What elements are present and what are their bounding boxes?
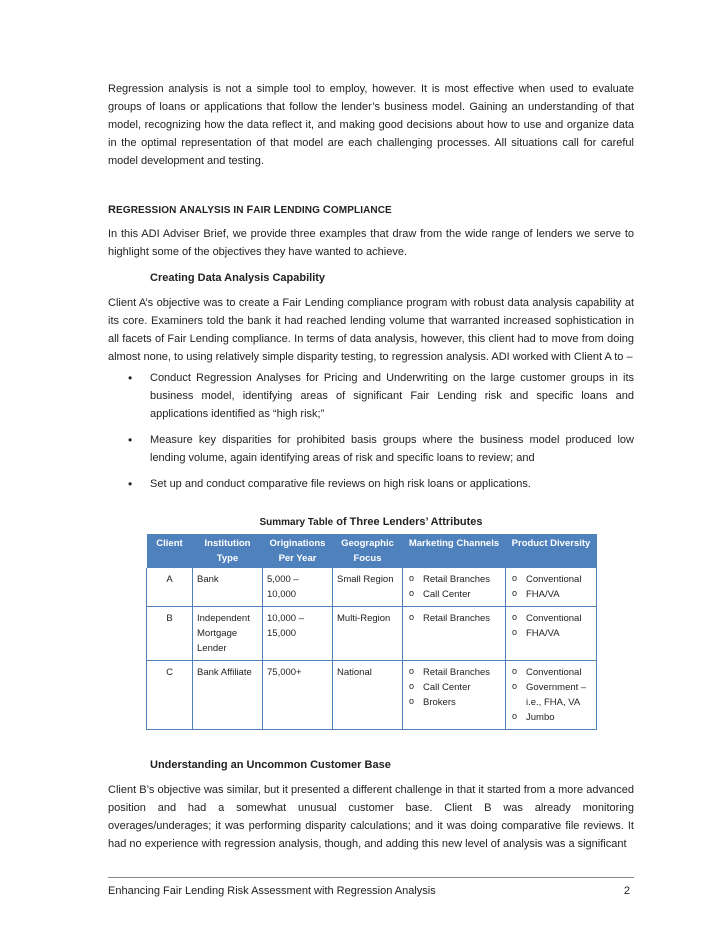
list-item: • Set up and conduct comparative file reviews on high risk loans or applications. [128,477,531,491]
cell-focus: Multi-Region [333,607,403,661]
table-row [147,568,597,607]
bullet-icon: • [128,477,133,491]
table-caption: Summary Table of Three Lenders’ Attributes [259,516,483,528]
table-row [147,661,597,730]
list-item: • Conduct Regression Analyses for Pricing and Underwriting on the large customer groups in its business model, identifying areas of significant Fair Lending risk and specific loans and applications identified as “high risk;” [128,371,634,420]
column-header-products: Product Diversity [506,534,597,568]
table-row [147,607,597,661]
cell-originations: 75,000+ [263,661,333,730]
list-item: o Conventional [510,665,592,680]
cell-type: Bank [193,568,263,607]
bullet-list [108,369,634,501]
client-a-paragraph: Client A’s objective was to create a Fair Lending compliance program with robust data analysis capability at its core. Examiners told the bank it had reached lending volume that warranted increased sophistication in all facets of Fair Lending compliance. In terms of data analysis, however, this client had to move from doing almost none, to using relatively simple disparity testing, to regression analysis. ADI worked with Client A to – [108,297,634,363]
cell-type: Bank Affiliate [193,661,263,730]
page-number: 2 [623,885,630,897]
column-header-channels: Marketing Channels [403,534,506,568]
subheading-data-analysis: Creating Data Analysis Capability [150,272,326,284]
cell-originations: 5,000 – 10,000 [263,568,333,607]
list-item: o Jumbo [510,710,592,725]
column-header-originations: Originations Per Year [263,534,333,568]
cell-channels [403,607,506,661]
list-item: o Call Center [407,680,501,695]
list-item: o Retail Branches [407,611,501,626]
cell-products [506,607,597,661]
footer-title: Enhancing Fair Lending Risk Assessment with Regression Analysis [108,885,436,897]
section-paragraph: In this ADI Adviser Brief, we provide three examples that draw from the wide range of lenders we serve to highlight some of the objectives they have wanted to achieve. [108,228,634,258]
list-item: o Brokers [407,695,501,710]
list-item: o Government – i.e., FHA, VA [510,680,592,710]
cell-client: A [147,568,193,607]
client-b-paragraph: Client B’s objective was similar, but it presented a different challenge in that it started from a more advanced position and had a somewhat unusual customer base. Client B was already monitoring overages/underages; it was performing disparity calculations; and it was doing comparative file reviews. It had no experience with regression analysis, though, and adding this new level of analysis was a significant [108,784,634,850]
cell-client: C [147,661,193,730]
cell-channels [403,661,506,730]
footer-divider [108,877,634,878]
bullet-icon: • [128,371,133,385]
list-item: o Conventional [510,572,592,587]
table-header-row [147,534,597,568]
cell-client: B [147,607,193,661]
list-item: o Retail Branches [407,572,501,587]
bullet-icon: • [128,433,133,447]
list-item: o FHA/VA [510,626,592,641]
column-header-focus: Geographic Focus [333,534,403,568]
list-item: o FHA/VA [510,587,592,602]
cell-type: Independent Mortgage Lender [193,607,263,661]
subheading-customer-base: Understanding an Uncommon Customer Base [150,759,391,771]
cell-focus: National [333,661,403,730]
list-item: o Conventional [510,611,592,626]
cell-products [506,661,597,730]
column-header-type: Institution Type [193,534,263,568]
list-item: o Retail Branches [407,665,501,680]
section-heading: REGRESSION ANALYSIS IN FAIR LENDING COMPLIANCE [108,204,392,216]
list-item: o Call Center [407,587,501,602]
cell-channels [403,568,506,607]
cell-originations: 10,000 – 15,000 [263,607,333,661]
column-header-client: Client [147,534,193,568]
cell-focus: Small Region [333,568,403,607]
page-footer [108,885,634,897]
intro-paragraph: Regression analysis is not a simple tool to employ, however. It is most effective when used to evaluate groups of loans or applications that follow the lender’s business model. Gaining an understanding of that model, recognizing how the data reflect it, and making good decisions about how to use and organize data in the optimal representation of that model are each challenging processes. All situations call for careful model development and testing. [108,83,634,167]
summary-table [146,534,597,730]
cell-products [506,568,597,607]
list-item: • Measure key disparities for prohibited basis groups where the business model produced low lending volume, again identifying areas of risk and specific loans to review; and [128,433,634,464]
